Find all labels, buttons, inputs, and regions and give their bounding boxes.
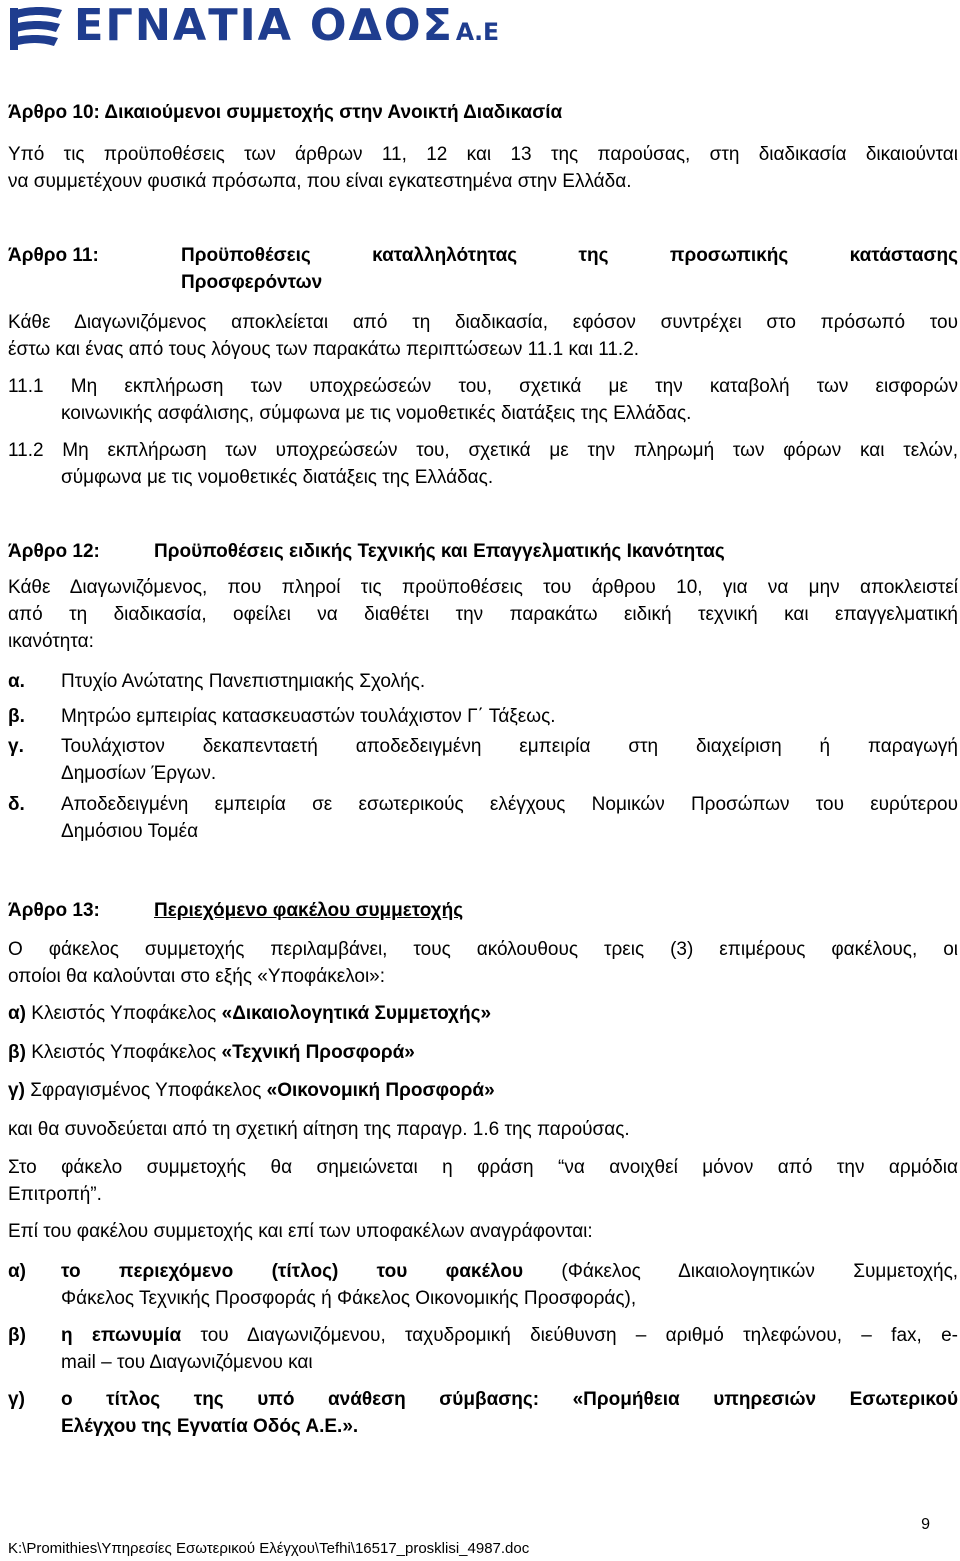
article-10-line-2: να συμμετέχουν φυσικά πρόσωπα, που είναι εγκατεστημένα στην Ελλάδα.: [8, 171, 632, 192]
phrase-line-2: Επιτροπή”.: [8, 1184, 102, 1205]
article-11-1-line-2: κοινωνικής ασφάλισης, σύμφωνα με τις νομοθετικές διατάξεις της Ελλάδας.: [61, 403, 692, 424]
list-item-text-line-2: Δημόσιου Τομέα: [61, 821, 199, 842]
article-11-2-line-1: 11.2 Μη εκπλήρωση των υποχρεώσεών του, σχετικά με την πληρωμή των φόρων και τελών,: [8, 440, 958, 461]
egnatia-logo-icon: [8, 4, 66, 54]
subfolder-b-label: β): [8, 1042, 26, 1063]
list-item-label: β): [8, 1325, 26, 1346]
list-item-text-line-2: Φάκελος Τεχνικής Προσφοράς ή Φάκελος Οικονομικής Προσφοράς),: [61, 1288, 637, 1309]
article-11-label: Άρθρο 11:: [8, 245, 99, 266]
list-item: [8, 791, 958, 845]
egnatia-logo: [8, 0, 508, 54]
article-11-intro-line-1: Κάθε Διαγωνιζόμενος αποκλείεται από τη διαδικασία, εφόσον συντρέχει στο πρόσωπό του: [8, 312, 958, 333]
article-13-intro-line-1: Ο φάκελος συμμετοχής περιλαμβάνει, τους ακόλουθους τρεις (3) επιμέρους φακέλους, οι: [8, 939, 958, 960]
subfolder-a-label: α): [8, 1003, 27, 1024]
list-item-text: Πτυχίο Ανώτατης Πανεπιστημιακής Σχολής.: [61, 671, 426, 692]
list-item-text: Τουλάχιστον δεκαπενταετή αποδεδειγμένη εμπειρία στη διαχείριση ή παραγωγή: [61, 736, 958, 757]
subfolder-b-text: Κλειστός Υποφάκελος: [31, 1042, 217, 1063]
list-item-text-line-2: mail – του Διαγωνιζόμενου και: [61, 1352, 313, 1373]
article-13-title: Περιεχόμενο φακέλου συμμετοχής: [154, 900, 464, 921]
list-item-bold-text: το περιεχόμενο (τίτλος) του φακέλου: [61, 1261, 524, 1282]
page-number: 9: [921, 1516, 930, 1533]
subfolder-c-name: «Οικονομική Προσφορά»: [266, 1080, 495, 1101]
list-item-label: α): [8, 1261, 27, 1282]
list-item-text-line-2: Ελέγχου της Εγνατία Οδός Α.Ε.».: [61, 1416, 359, 1437]
article-13-intro-line-2: οποίοι θα καλούνται στο εξής «Υποφάκελοι»:: [8, 966, 386, 987]
list-item: [8, 1258, 958, 1312]
article-11-intro-line-2: έστω και ένας από τους λόγους των παρακάτω περιπτώσεων 11.1 και 11.2.: [8, 339, 640, 360]
article-10-title: Άρθρο 10: Δικαιούμενοι συμμετοχής στην Ανοικτή Διαδικασία: [8, 102, 563, 123]
list-item-bold-text: η επωνυμία: [61, 1325, 182, 1346]
list-item: [8, 1386, 958, 1440]
list-item-text-line-2: Δημοσίων Έργων.: [61, 763, 217, 784]
logo-suffix: Α.Ε: [455, 18, 500, 46]
list-item: [8, 733, 958, 787]
article-12-intro-line-1: Κάθε Διαγωνιζόμενος, που πληροί τις προϋποθέσεις του άρθρου 10, για να μην αποκλειστεί: [8, 577, 958, 598]
list-item-text: Αποδεδειγμένη εμπειρία σε εσωτερικούς ελέγχους Νομικών Προσώπων του ευρύτερου: [61, 794, 958, 815]
article-12-title: Προϋποθέσεις ειδικής Τεχνικής και Επαγγελματικής Ικανότητας: [154, 541, 725, 562]
article-12-label: Άρθρο 12:: [8, 541, 100, 562]
list-item-label: γ.: [8, 736, 24, 757]
list-item-label: δ.: [8, 794, 25, 815]
subfolder-c-text: Σφραγισμένος Υποφάκελος: [30, 1080, 262, 1101]
article-12-intro-line-3: ικανότητα:: [8, 631, 94, 652]
subfolder-a-text: Κλειστός Υποφάκελος: [31, 1003, 217, 1024]
article-11-1-line-1: 11.1 Μη εκπλήρωση των υποχρεώσεών του, σχετικά με την καταβολή των εισφορών: [8, 376, 958, 397]
subfolder-b-name: «Τεχνική Προσφορά»: [221, 1042, 415, 1063]
subfolder-b: [8, 1039, 415, 1066]
logo-title: ΕΓΝΑΤΙΑ ΟΔΟΣ: [74, 0, 454, 51]
list-item-label: β.: [8, 706, 25, 727]
article-11-2-line-2: σύμφωνα με τις νομοθετικές διατάξεις της Ελλάδας.: [61, 467, 494, 488]
footer-file-path: K:\Promithies\Υπηρεσίες Εσωτερικού Ελέγχου\Tefhi\16517_prosklisi_4987.doc: [8, 1540, 530, 1557]
list-item-label: α.: [8, 671, 25, 692]
article-13-label: Άρθρο 13:: [8, 900, 100, 921]
list-item: [8, 1322, 958, 1376]
list-item-text: ο τίτλος της υπό ανάθεση σύμβασης: «Προμήθεια υπηρεσιών Εσωτερικού: [61, 1389, 958, 1410]
subfolder-c-label: γ): [8, 1080, 25, 1101]
article-11-title: Προϋποθέσεις καταλληλότητας της προσωπικής κατάστασης: [181, 245, 958, 266]
list-item-text: (Φάκελος Δικαιολογητικών Συμμετοχής,: [523, 1261, 959, 1282]
subfolder-c: [8, 1077, 495, 1104]
subfolder-a: [8, 1000, 491, 1027]
subfolder-a-name: «Δικαιολογητικά Συμμετοχής»: [221, 1003, 492, 1024]
article-11-title-line-2: Προσφερόντων: [181, 272, 323, 293]
accompany-text: και θα συνοδεύεται από τη σχετική αίτηση της παραγρ. 1.6 της παρούσας.: [8, 1119, 630, 1140]
list-item-text: του Διαγωνιζόμενου, ταχυδρομική διεύθυνση – αριθμό τηλεφώνου, – fax, e-: [181, 1325, 958, 1346]
phrase-line-1: Στο φάκελο συμμετοχής θα σημειώνεται η φράση “να ανοιχθεί μόνον από την αρμόδια: [8, 1157, 958, 1178]
written-on-text: Επί του φακέλου συμμετοχής και επί των υποφακέλων αναγράφονται:: [8, 1221, 593, 1242]
list-item-text: Μητρώο εμπειρίας κατασκευαστών τουλάχιστον Γ΄ Τάξεως.: [61, 706, 556, 727]
list-item-label: γ): [8, 1389, 25, 1410]
article-12-intro-line-2: από τη διαδικασία, οφείλει να διαθέτει την παρακάτω ειδική τεχνική και επαγγελματική: [8, 604, 958, 625]
article-10-line-1: Υπό τις προϋποθέσεις των άρθρων 11, 12 και 13 της παρούσας, στη διαδικασία δικαιούνται: [8, 144, 958, 165]
